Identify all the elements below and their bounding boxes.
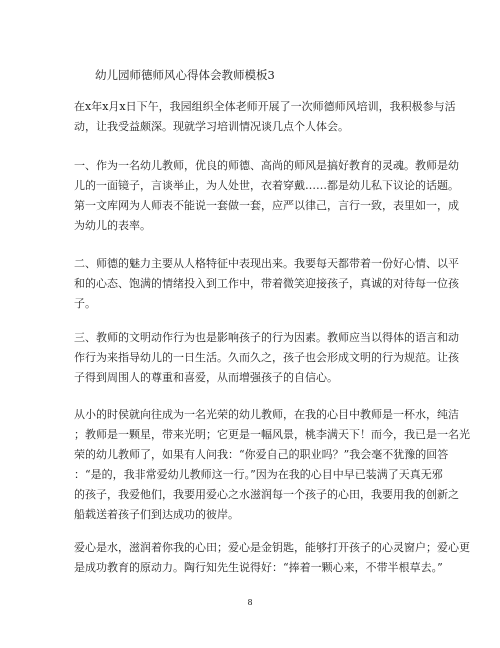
text-line: 的孩子，我爱他们，我要用爱心之水滋润每一个孩子的心田，我要用我的创新之 xyxy=(74,488,459,501)
text-line: 一、作为一名幼儿教师，优良的师德、高尚的师风是搞好教育的灵魂。教师是幼 xyxy=(74,159,459,172)
text-line: 是成功教育的原动力。陶行知先生说得好：“捧着一颗心来，不带半根草去。” xyxy=(74,561,443,574)
text-line: 为幼儿的表率。 xyxy=(74,219,151,232)
text-line: 船载送着孩子们到达成功的彼岸。 xyxy=(74,508,239,521)
text-line: 儿的一面镜子，言谈举止，为人处世，衣着穿戴……都是幼儿私下议论的话题。 xyxy=(74,179,459,192)
text-line: 第一文库网为人师表不能说一套做一套，应严以律己，言行一致，表里如一，成 xyxy=(74,199,459,212)
paragraph-point-one xyxy=(74,156,459,236)
text-line: 动，让我受益颇深。现就学习培训情况谈几点个人体会。 xyxy=(74,120,349,133)
text-line: 子。 xyxy=(74,297,96,310)
paragraph-point-three xyxy=(74,328,459,388)
text-line: 荣的幼儿教师了，如果有人问我：“你爱自己的职业吗？”我会毫不犹豫的回答 xyxy=(74,448,449,461)
text-line: 二、师德的魅力主要从人格特征中表现出来。我要每天都带着一份好心情、以平 xyxy=(74,257,459,270)
text-line: 子得到周围人的尊重和喜爱，从而增强孩子的自信心。 xyxy=(74,371,338,384)
paragraph-point-two xyxy=(74,254,459,314)
paragraph-intro xyxy=(74,97,456,137)
paragraph-love xyxy=(74,538,470,578)
text-line: ：“是的，我非常爱幼儿教师这一行。”因为在我的心目中早已装满了天真无邪 xyxy=(74,468,443,481)
paragraph-aspiration xyxy=(74,405,470,525)
text-line: 三、教师的文明动作行为也是影响孩子的行为因素。教师应当以得体的语言和动 xyxy=(74,331,459,344)
text-line: 作行为来指导幼儿的一日生活。久而久之，孩子也会形成文明的行为规范。让孩 xyxy=(74,351,459,364)
text-line: 和的心态、饱满的情绪投入到工作中，带着微笑迎接孩子，真诚的对待每一位孩 xyxy=(74,277,459,290)
text-line: 在x年x月x日下午，我园组织全体老师开展了一次师德师风培训，我积极参与活 xyxy=(74,100,456,113)
page-number: 8 xyxy=(247,598,253,607)
text-line: 爱心是水，滋润着你我的心田；爱心是金钥匙，能够打开孩子的心灵窗户；爱心更 xyxy=(74,541,470,554)
text-line: 从小的时侯就向往成为一名光荣的幼儿教师，在我的心目中教师是一杯水，纯洁 xyxy=(74,408,459,421)
document-title: 幼儿园师德师风心得体会教师模板3 xyxy=(95,68,275,82)
text-line: ；教师是一颗星，带来光明；它更是一幅风景，桃李满天下！而今，我已是一名光 xyxy=(74,428,470,441)
